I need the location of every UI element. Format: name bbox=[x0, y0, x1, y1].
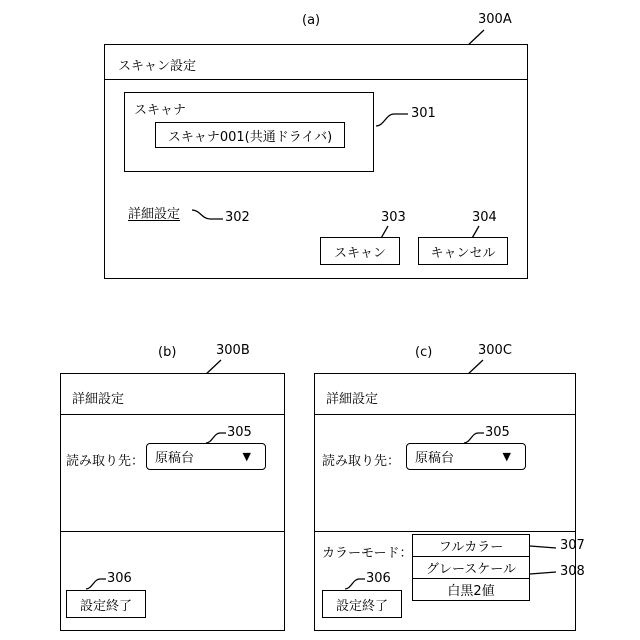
ref-307: 307 bbox=[560, 538, 585, 553]
detail-b-lower-divider bbox=[60, 531, 285, 532]
caption-b: (b) bbox=[158, 345, 177, 360]
source-label-c: 読み取り先： bbox=[322, 454, 401, 469]
ref-300A: 300A bbox=[478, 12, 512, 27]
ref-302: 302 bbox=[225, 210, 250, 225]
color-option-grayscale[interactable]: グレースケール bbox=[412, 556, 530, 579]
ref-305-c: 305 bbox=[485, 425, 510, 440]
color-mode-label: カラーモード： bbox=[322, 546, 413, 561]
detail-settings-link[interactable]: 詳細設定 bbox=[128, 207, 181, 222]
detail-b-title-divider bbox=[60, 414, 285, 415]
source-dropdown-c-value: 原稿台 bbox=[415, 451, 455, 466]
ref-300C: 300C bbox=[478, 343, 512, 358]
ref-306-b: 306 bbox=[107, 571, 132, 586]
ref-306-c: 306 bbox=[366, 571, 391, 586]
cancel-button[interactable]: キャンセル bbox=[418, 237, 508, 265]
scan-settings-title: スキャン設定 bbox=[118, 59, 197, 74]
source-dropdown-b-value: 原稿台 bbox=[155, 451, 195, 466]
ref-305-b: 305 bbox=[227, 425, 252, 440]
scan-settings-title-divider bbox=[104, 79, 528, 80]
chevron-down-icon: ▼ bbox=[242, 450, 251, 463]
detail-settings-title-c: 詳細設定 bbox=[326, 392, 379, 407]
source-dropdown-b[interactable] bbox=[146, 443, 266, 470]
scanner-select-field[interactable]: スキャナ001(共通ドライバ) bbox=[155, 122, 345, 148]
scanner-group-label: スキャナ bbox=[134, 103, 187, 118]
detail-c-lower-divider bbox=[314, 531, 576, 532]
color-option-full-color[interactable]: フルカラー bbox=[412, 534, 530, 557]
finish-button-c[interactable]: 設定終了 bbox=[322, 590, 402, 618]
ref-301: 301 bbox=[411, 106, 436, 121]
ref-303: 303 bbox=[381, 210, 406, 225]
source-dropdown-c[interactable] bbox=[406, 443, 526, 470]
ref-300B: 300B bbox=[216, 343, 250, 358]
caption-c: (c) bbox=[415, 345, 433, 360]
color-option-monochrome[interactable]: 白黒2値 bbox=[412, 578, 530, 601]
caption-a: (a) bbox=[302, 13, 321, 28]
source-label-b: 読み取り先： bbox=[66, 454, 145, 469]
finish-button-b[interactable]: 設定終了 bbox=[66, 590, 146, 618]
detail-c-title-divider bbox=[314, 414, 576, 415]
chevron-down-icon-c: ▼ bbox=[502, 450, 511, 463]
ref-308: 308 bbox=[560, 564, 585, 579]
scan-button[interactable]: スキャン bbox=[320, 237, 400, 265]
detail-settings-title-b: 詳細設定 bbox=[72, 392, 125, 407]
ref-304: 304 bbox=[472, 210, 497, 225]
